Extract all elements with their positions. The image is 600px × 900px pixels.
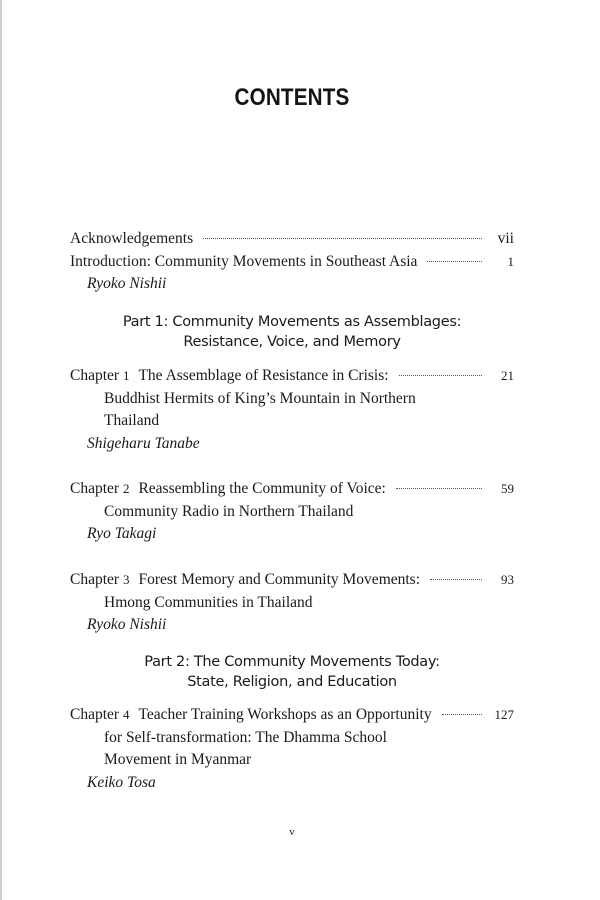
dot-leader	[427, 261, 482, 262]
toc-entry-acknowledgements[interactable]	[70, 228, 514, 251]
chapter-number: 4	[122, 707, 130, 722]
chapter-title: Reassembling the Community of Voice:	[138, 480, 386, 497]
chapter-title-continued: Buddhist Hermits of King’s Mountain in Northern	[104, 389, 416, 407]
chapter-title-continued: Thailand	[104, 412, 160, 429]
entry-author: Ryoko Nishii	[87, 275, 167, 292]
dot-leader	[203, 238, 482, 239]
chapter-title: The Assemblage of Resistance in Crisis:	[138, 367, 389, 384]
entry-title	[70, 365, 389, 388]
dot-leader	[442, 714, 482, 715]
chapter-title-continued: Movement in Myanmar	[104, 751, 252, 768]
entry-title: Acknowledgements	[70, 230, 194, 247]
toc-chapter-4	[70, 704, 514, 794]
part-2-heading	[70, 652, 514, 692]
entry-page: 59	[501, 481, 514, 496]
toc-entry-chapter-3[interactable]	[70, 569, 514, 592]
chapter-title-continued: Hmong Communities in Thailand	[104, 593, 313, 611]
entry-title	[70, 704, 432, 727]
entry-title: Introduction: Community Movements in Southeast Asia	[70, 252, 418, 270]
entry-title	[70, 478, 386, 501]
entry-author: Shigeharu Tanabe	[87, 434, 200, 452]
part-heading-line: Resistance, Voice, and Memory	[183, 334, 401, 350]
part-heading-line: Part 2: The Community Movements Today:	[144, 654, 440, 670]
entry-author: Ryoko Nishii	[87, 616, 167, 633]
chapter-title: Forest Memory and Community Movements:	[138, 571, 421, 588]
entry-title	[70, 569, 420, 592]
chapter-label: Chapter	[70, 571, 120, 588]
chapter-title-continued: for Self-transformation: The Dhamma School	[104, 728, 387, 746]
entry-page: 93	[501, 572, 514, 587]
page-left-edge	[0, 0, 2, 900]
entry-page: 127	[494, 707, 514, 722]
dot-leader	[430, 579, 482, 580]
chapter-number: 2	[122, 481, 130, 496]
entry-author: Keiko Tosa	[87, 773, 156, 791]
entry-page: vii	[497, 230, 514, 247]
chapter-number: 3	[122, 572, 130, 587]
chapter-label: Chapter	[70, 706, 120, 723]
dot-leader	[396, 488, 482, 489]
entry-page: 21	[501, 368, 514, 383]
part-heading-line: Part 1: Community Movements as Assemblages:	[122, 314, 462, 330]
part-1-heading	[70, 312, 514, 352]
chapter-number: 1	[122, 368, 130, 383]
entry-author: Ryo Takagi	[87, 525, 157, 542]
part-heading-line: State, Religion, and Education	[187, 674, 397, 690]
toc-front-matter	[70, 228, 514, 296]
chapter-label: Chapter	[70, 480, 120, 497]
entry-page: 1	[507, 253, 514, 269]
chapter-title-continued: Community Radio in Northern Thailand	[104, 502, 354, 520]
dot-leader	[399, 375, 482, 376]
toc-entry-chapter-1[interactable]	[70, 365, 514, 388]
chapter-title: Teacher Training Workshops as an Opportunity	[138, 706, 432, 723]
toc-chapter-3	[70, 569, 514, 637]
toc-chapter-1	[70, 365, 514, 455]
toc-entry-chapter-2[interactable]	[70, 478, 514, 501]
page-title: CONTENTS	[234, 84, 350, 111]
chapter-label: Chapter	[70, 367, 120, 384]
page-number-folio: v	[289, 826, 295, 838]
toc-chapter-2	[70, 478, 514, 546]
toc-entry-chapter-4[interactable]	[70, 704, 514, 727]
toc-entry-introduction[interactable]	[70, 251, 514, 274]
